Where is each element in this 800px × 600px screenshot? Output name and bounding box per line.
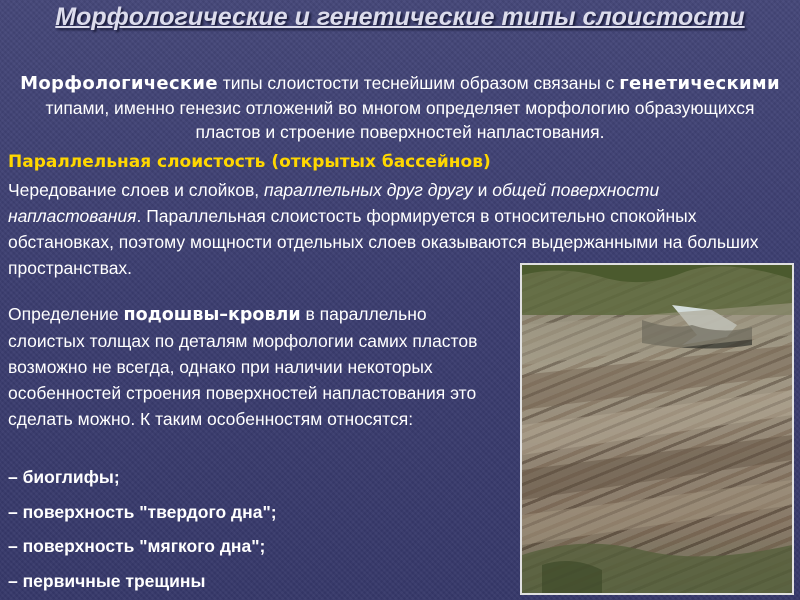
- definition-text-1: Определение: [8, 304, 124, 324]
- parallel-bedding-heading: Параллельная слоистость (открытых бассейнов): [8, 152, 491, 172]
- feature-item: – поверхность "твердого дна";: [8, 501, 277, 522]
- term-genetic: генетическими: [619, 73, 780, 94]
- parallel-text-2: и: [472, 180, 493, 200]
- feature-list: [8, 460, 508, 598]
- rock-outcrop-photo: [520, 263, 794, 595]
- feature-item: – первичные трещины: [8, 570, 206, 591]
- outcrop-illustration: [522, 265, 792, 593]
- parallel-italic-2: общей поверхности напластования: [8, 180, 660, 226]
- definition-text-2: в параллельно слоистых толщах по деталям морфологии самих пластов возможно не всегда, однако при наличии некоторых особенностей строения поверхностей напластования это сделать можно. К таким особенностям относятся:: [8, 304, 478, 429]
- parallel-text-1: Чередование слоев и слойков,: [8, 180, 264, 200]
- slide-title: Морфологические и генетические типы слоистости: [55, 3, 745, 31]
- intro-text-1: типы слоистости теснейшим образом связаны с: [217, 73, 620, 93]
- parallel-italic-1: параллельных друг другу: [263, 180, 473, 200]
- definition-term: подошвы–кровли: [123, 305, 301, 325]
- feature-item: – поверхность "мягкого дна";: [8, 536, 266, 556]
- intro-paragraph: [20, 71, 780, 144]
- feature-item: – биоглифы;: [8, 467, 120, 487]
- definition-paragraph: [8, 301, 508, 432]
- intro-text-2: типами, именно генезис отложений во многом определяет морфологию образующихся пластов и строение поверхностей напластования.: [45, 98, 755, 142]
- term-morphological: Морфологические: [20, 73, 218, 94]
- parallel-text-3: . Параллельная слоистость формируется в относительно спокойных обстановках, поэтому мощности отдельных слоев оказываются выдержанными на больших пространствах.: [8, 206, 759, 278]
